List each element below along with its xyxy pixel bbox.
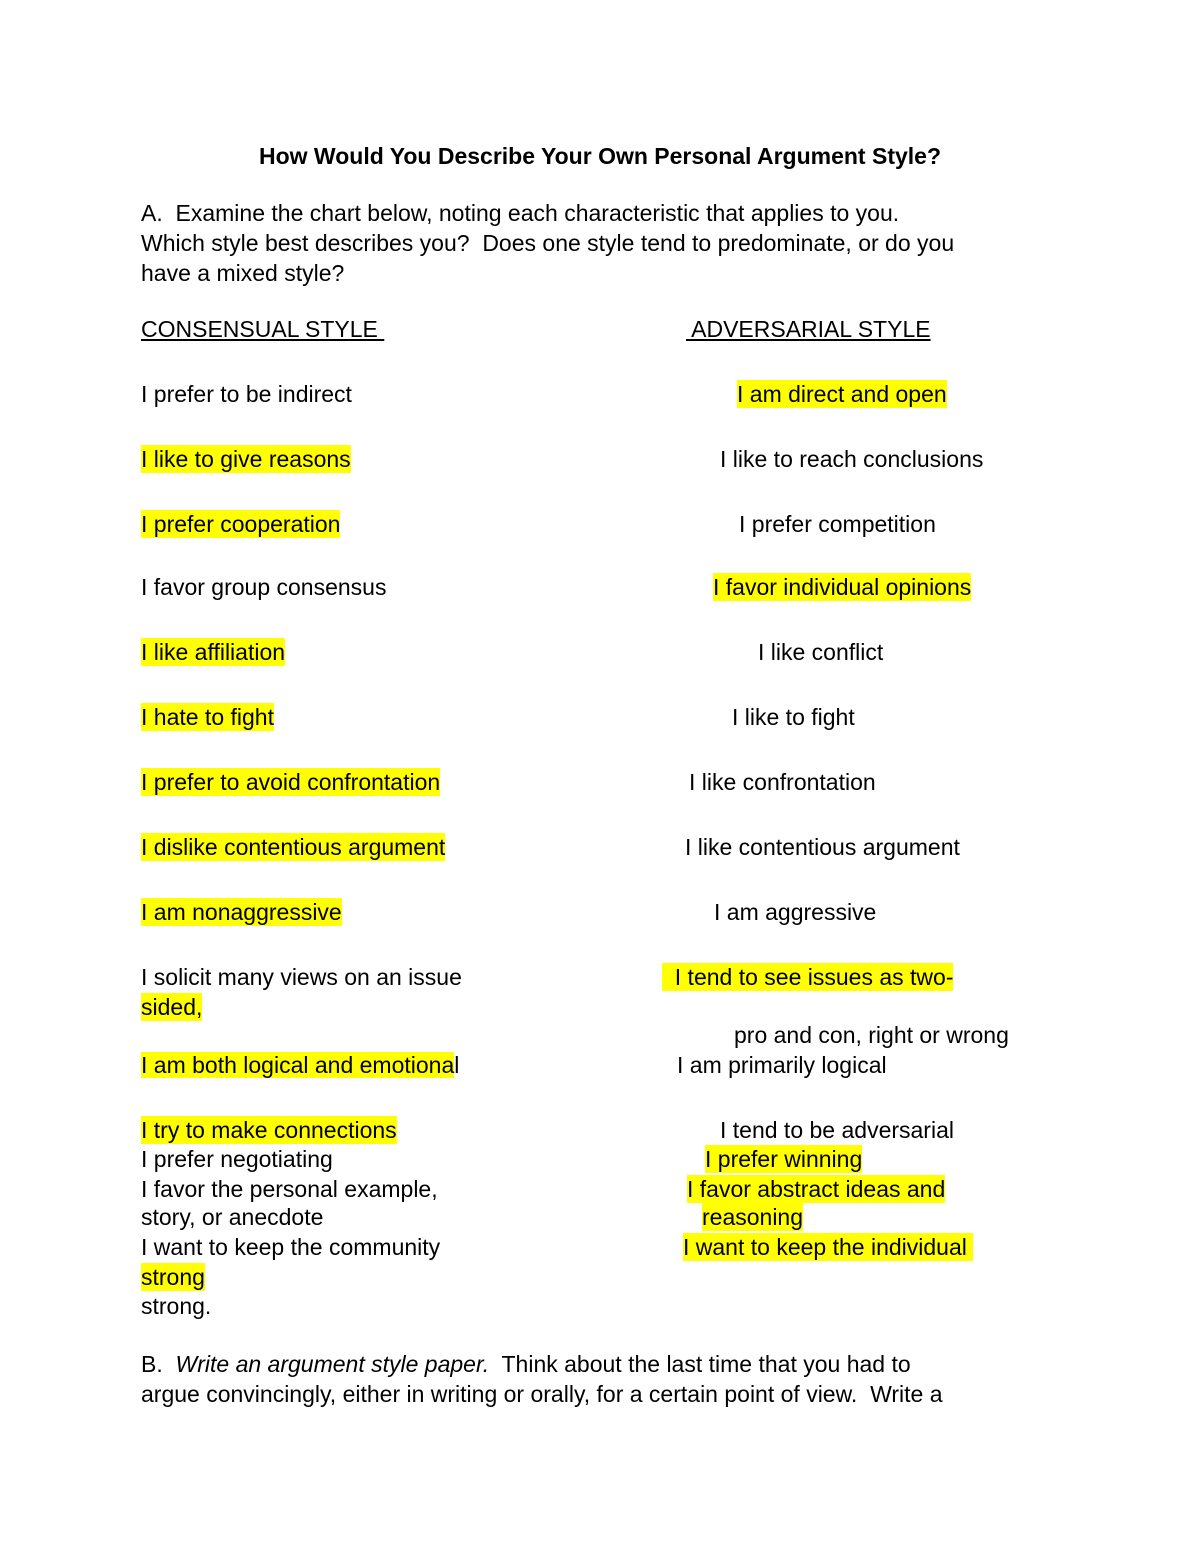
adversarial-item: I tend to be adversarial bbox=[720, 1117, 954, 1143]
adversarial-item: I am primarily logical bbox=[677, 1052, 887, 1078]
section-b-text: Think about the last time that you had to bbox=[489, 1351, 911, 1377]
consensual-item: story, or anecdote bbox=[141, 1204, 324, 1230]
adversarial-item: I prefer competition bbox=[739, 511, 936, 537]
adversarial-item: I like conflict bbox=[758, 639, 884, 665]
adversarial-header: ADVERSARIAL STYLE bbox=[686, 316, 931, 342]
consensual-item-highlighted: I try to make connections bbox=[141, 1117, 397, 1143]
consensual-item: I favor the personal example, bbox=[141, 1176, 438, 1202]
adversarial-item: I am aggressive bbox=[714, 899, 877, 925]
adversarial-item-highlighted: I am direct and open bbox=[737, 381, 947, 407]
consensual-item: I prefer negotiating bbox=[141, 1146, 333, 1172]
adversarial-item-highlighted: I prefer winning bbox=[705, 1146, 863, 1172]
adversarial-item-highlighted: I tend to see issues as two- bbox=[662, 964, 954, 990]
consensual-item: I favor group consensus bbox=[141, 574, 387, 600]
section-b-label: B. bbox=[141, 1351, 176, 1377]
adversarial-item: pro and con, right or wrong bbox=[734, 1022, 1009, 1048]
consensual-item: strong. bbox=[141, 1293, 212, 1319]
consensual-item-highlighted: I prefer cooperation bbox=[141, 511, 341, 537]
consensual-item: I prefer to be indirect bbox=[141, 381, 352, 407]
adversarial-item-highlighted: I favor individual opinions bbox=[713, 574, 972, 600]
consensual-item: I solicit many views on an issue bbox=[141, 964, 462, 990]
highlighted-text: I am both logical and emotiona bbox=[141, 1052, 455, 1078]
instruction-line: Which style best describes you? Does one style tend to predominate, or do you bbox=[141, 230, 955, 256]
consensual-item-highlighted: I like affiliation bbox=[141, 639, 286, 665]
consensual-item-highlighted: I like to give reasons bbox=[141, 446, 351, 472]
consensual-item bbox=[141, 1051, 459, 1079]
adversarial-item: I like to fight bbox=[732, 704, 855, 730]
page-title: How Would You Describe Your Own Personal Argument Style? bbox=[258, 143, 941, 169]
plain-text: l bbox=[454, 1052, 460, 1078]
adversarial-item-highlighted: reasoning bbox=[702, 1204, 804, 1230]
section-b-task: Write an argument style paper. bbox=[175, 1351, 490, 1377]
consensual-item-highlighted: I prefer to avoid confrontation bbox=[141, 769, 441, 795]
adversarial-item-highlighted: I want to keep the individual bbox=[683, 1234, 974, 1260]
consensual-item-highlighted: I am nonaggressive bbox=[141, 899, 342, 925]
consensual-item-highlighted: sided, bbox=[141, 994, 203, 1020]
consensual-item-highlighted: I dislike contentious argument bbox=[141, 834, 446, 860]
consensual-item-highlighted: I hate to fight bbox=[141, 704, 274, 730]
section-b-line bbox=[141, 1350, 911, 1378]
instruction-line: have a mixed style? bbox=[141, 260, 345, 286]
consensual-header: CONSENSUAL STYLE bbox=[141, 316, 385, 342]
section-b-line: argue convincingly, either in writing or orally, for a certain point of view. Write a bbox=[141, 1381, 943, 1407]
adversarial-item-highlighted: I favor abstract ideas and bbox=[687, 1176, 946, 1202]
instruction-line: A. Examine the chart below, noting each characteristic that applies to you. bbox=[141, 200, 900, 226]
adversarial-item: I like contentious argument bbox=[685, 834, 960, 860]
adversarial-item: I like confrontation bbox=[689, 769, 876, 795]
adversarial-item: I like to reach conclusions bbox=[720, 446, 984, 472]
consensual-item-highlighted: strong bbox=[141, 1264, 205, 1290]
consensual-item: I want to keep the community bbox=[141, 1234, 441, 1260]
